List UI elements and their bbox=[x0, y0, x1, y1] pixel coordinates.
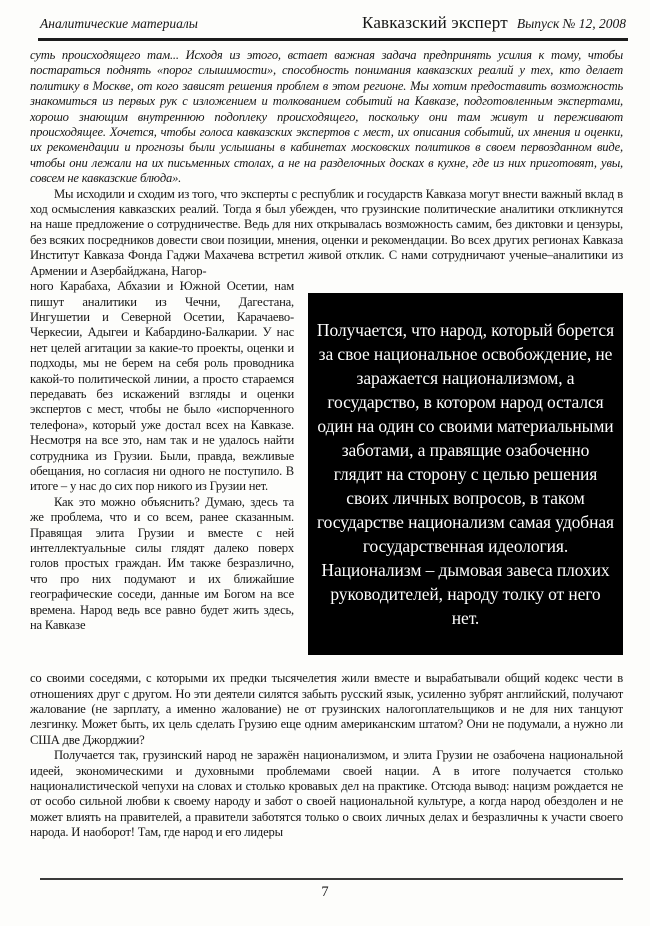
paragraph-intro-italic: суть происходящего там... Исходя из этого, встает важная задача предпринять усилия к тому, чтобы постараться поднять «порог слышимости», способность понимания кавказских реалий у тех, кто делает политику в Москве, от кого зависят решения проблем в этом регионе. Мы хотим предоставить возможность знакомиться из первых рук с изложением и толкованием событий на Кавказе, подготовленным экспертами, хорошо знающим внутреннюю подоплеку происходящего, поскольку они там живут и переживают происходящее. Хочется, чтобы голоса кавказских экспертов с мест, их описания событий, их мнения и оценки, их рекомендации и прогнозы были услышаны в кабинетах московских политиков в своем первозданном виде, чтобы они лежали на их письменных столах, а не на разделочных досках в кухне, где из них приготовят, увы, совсем не кавказские блюда». bbox=[30, 48, 623, 186]
paragraph-experts-continued: ного Карабаха, Абхазии и Южной Осетии, нам пишут аналитики из Чечни, Дагестана, Ингушетии и Северной Осетии, Карачаево-Черкесии, Адыгеи и Кабардино-Балкарии. У нас нет целей агитации за какие-то проекты, оценки и подходы, мы не берем на себя роль проводника какой-то политической линии, а просто стараемся передавать без искажений взгляды и оценки экспертов с мест, чтобы не было «испорченного телефона», который уже достал всех на Кавказе. Несмотря на все это, нам так и не удалось найти сотрудника из Грузии. Были, правда, вежливые обещания, но согласия ни одного не поступило. В итоге – у нас до сих пор никого из Грузии нет. bbox=[30, 279, 294, 494]
two-column-section bbox=[30, 279, 623, 671]
page-number: 7 bbox=[321, 884, 329, 900]
pull-quote-text: Получается, что народ, который борется за свое национальное освобождение, не заражается национализмом, а государство, в котором народ остался один на один со своими материальными заботами, а правящие озабоченно глядит на сторону с целью решения своих личных вопросов, в таком государстве национализм самая удобная государственная идеология. Национализм – дымовая завеса плохих руководителей, народу толку от него нет. bbox=[316, 320, 615, 629]
paragraph-conclusion: Получается так, грузинский народ не заражён национализмом, и элита Грузии не озабочена национальной идеей, экономическими и духовными проблемами своей нации. А в итоге получается столько националистической чепухи на словах и столько кровавых дел на практике. Отсюда вывод: нацизм рождается не от особо сильной любви к своему народу и забот о своей национальной культуре, а когда народ обездолен и не может влиять на правителей, а правители заботятся только о своих личных делах и безразличны к участи своего народа. И наоборот! Там, где народ и его лидеры bbox=[30, 748, 623, 840]
page-header bbox=[0, 0, 650, 33]
header-journal-title: Кавказский эксперт bbox=[362, 13, 508, 32]
pull-quote-box bbox=[308, 293, 623, 655]
article-body bbox=[0, 41, 650, 841]
paragraph-explain: Как это можно объяснить? Думаю, здесь та же проблема, что и со всем, ранее сказанным. Правящая элита Грузии и вместе с ней интеллектуальные силы глядят далеко поверх голов простых граждан. Им также безразлично, что про них подумают и их ближайшие географические соседи, данные им Богом на все времена. Народ ведь все равно будет жить здесь, на Кавказе bbox=[30, 494, 294, 633]
header-section-title: Аналитические материалы bbox=[40, 16, 198, 31]
paragraph-neighbors: со своими соседями, с которыми их предки тысячелетия жили вместе и вырабатывали общий кодекс чести в отношениях друг с другом. Но эти деятели силятся забыть русский язык, усиленно зубрят английский, получают жалование (не зарплату, а именно жалование) не от грузинских налогоплательщиков и не для них танцуют лезгинку. Может быть, их цель сделать Грузию еще одним американским штатом? Они не подумали, а нужно ли США две Джорджии? bbox=[30, 671, 623, 747]
header-issue-label: Выпуск № 12, 2008 bbox=[516, 16, 626, 31]
left-text-column bbox=[30, 279, 294, 671]
header-right-group bbox=[362, 13, 626, 33]
footer-rule bbox=[40, 878, 623, 880]
paragraph-experts: Мы исходили и сходим из того, что эксперты с республик и государств Кавказа могут внести важный вклад в ход осмысления кавказских реалий. Тогда я был убежден, что грузинские политические аналитики откликнутся на наше предложение о сотрудничестве. Ведь для них открывалась возможность самим, без диктовки и цензуры, без всяких посредников довести свои позиции, мнения, оценки и рекомендации. Во всех других регионах Кавказа Институт Кавказа Фонда Гаджи Махачева встретил живой отклик. С нами сотрудничают ученые–аналитики из Армении и Азербайджана, Нагор- bbox=[30, 186, 623, 278]
